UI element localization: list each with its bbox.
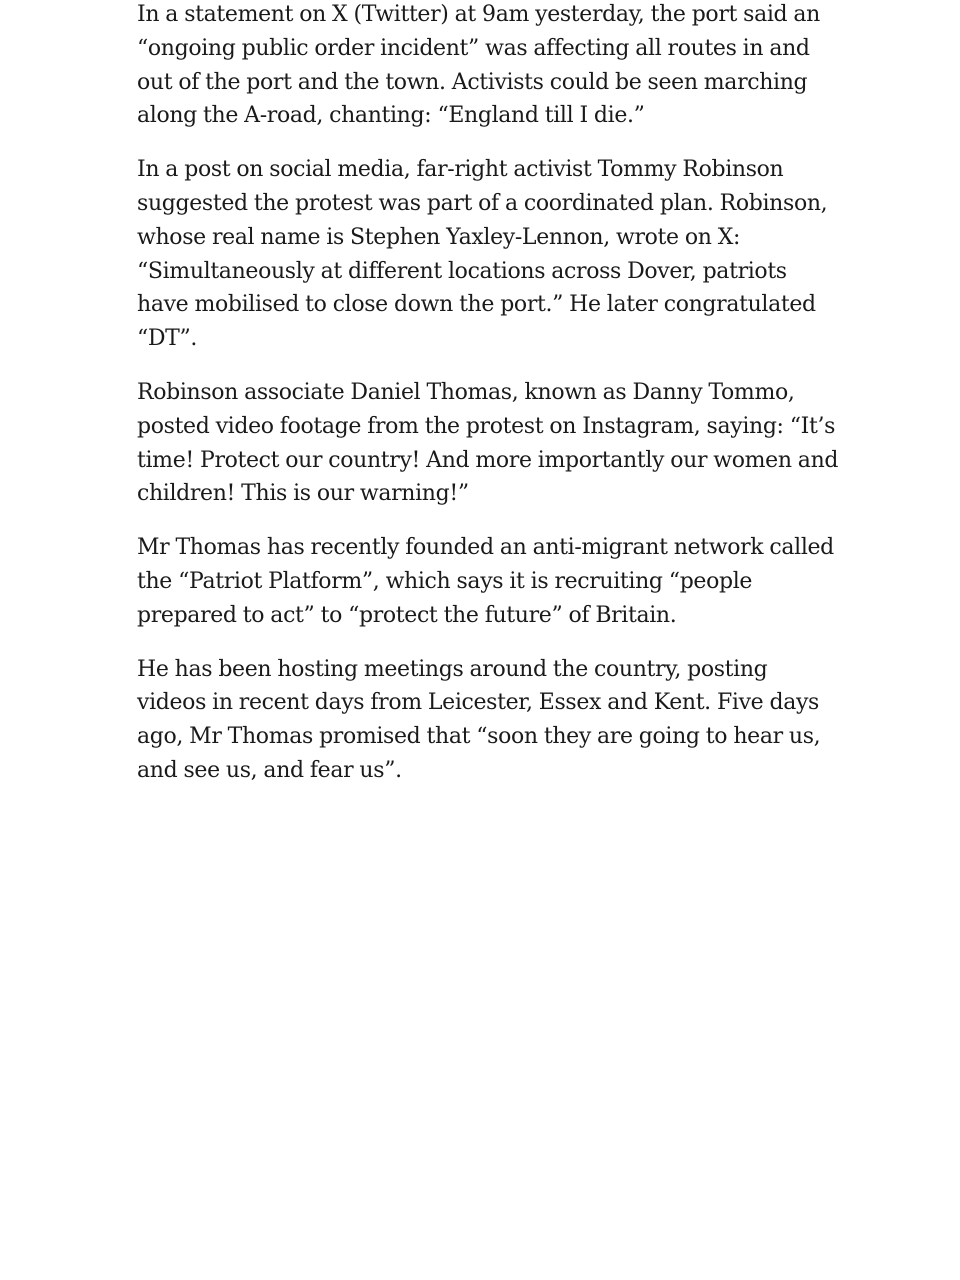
paragraph-line: He has been hosting meetings around the country, posting xyxy=(137,656,768,682)
paragraph-meetings xyxy=(137,653,837,788)
paragraph-patriot-platform xyxy=(137,531,837,632)
paragraph-robinson-post xyxy=(137,153,837,356)
paragraph-line: In a post on social media, far-right activist Tommy Robinson xyxy=(137,157,784,183)
paragraph-line: and see us, and fear us”. xyxy=(137,757,402,783)
paragraph-line: whose real name is Stephen Yaxley-Lennon, wrote on X: xyxy=(137,224,741,250)
paragraph-line: out of the port and the town. Activists could be seen marching xyxy=(137,69,808,95)
paragraph-line: “ongoing public order incident” was affecting all routes in and xyxy=(137,35,810,61)
paragraph-line: videos in recent days from Leicester, Essex and Kent. Five days xyxy=(137,690,819,716)
paragraph-port-statement xyxy=(137,0,837,133)
paragraph-line: children! This is our warning!” xyxy=(137,481,469,507)
paragraph-line: time! Protect our country! And more importantly our women and xyxy=(137,447,839,473)
paragraph-line: “Simultaneously at different locations across Dover, patriots xyxy=(137,258,787,284)
paragraph-line: along the A-road, chanting: “England till I die.” xyxy=(137,103,645,129)
article-body xyxy=(137,0,837,808)
paragraph-line: have mobilised to close down the port.” He later congratulated xyxy=(137,292,816,318)
paragraph-line: prepared to act” to “protect the future” of Britain. xyxy=(137,602,677,628)
paragraph-line: Robinson associate Daniel Thomas, known as Danny Tommo, xyxy=(137,379,795,405)
paragraph-line: suggested the protest was part of a coordinated plan. Robinson, xyxy=(137,190,828,216)
paragraph-line: ago, Mr Thomas promised that “soon they are going to hear us, xyxy=(137,724,821,750)
paragraph-line: Mr Thomas has recently founded an anti-migrant network called xyxy=(137,535,834,561)
paragraph-daniel-thomas xyxy=(137,376,837,511)
paragraph-line: posted video footage from the protest on Instagram, saying: “It’s xyxy=(137,413,836,439)
paragraph-line: “DT”. xyxy=(137,326,198,352)
paragraph-line: In a statement on X (Twitter) at 9am yesterday, the port said an xyxy=(137,2,820,27)
paragraph-line: the “Patriot Platform”, which says it is recruiting “people xyxy=(137,568,753,594)
